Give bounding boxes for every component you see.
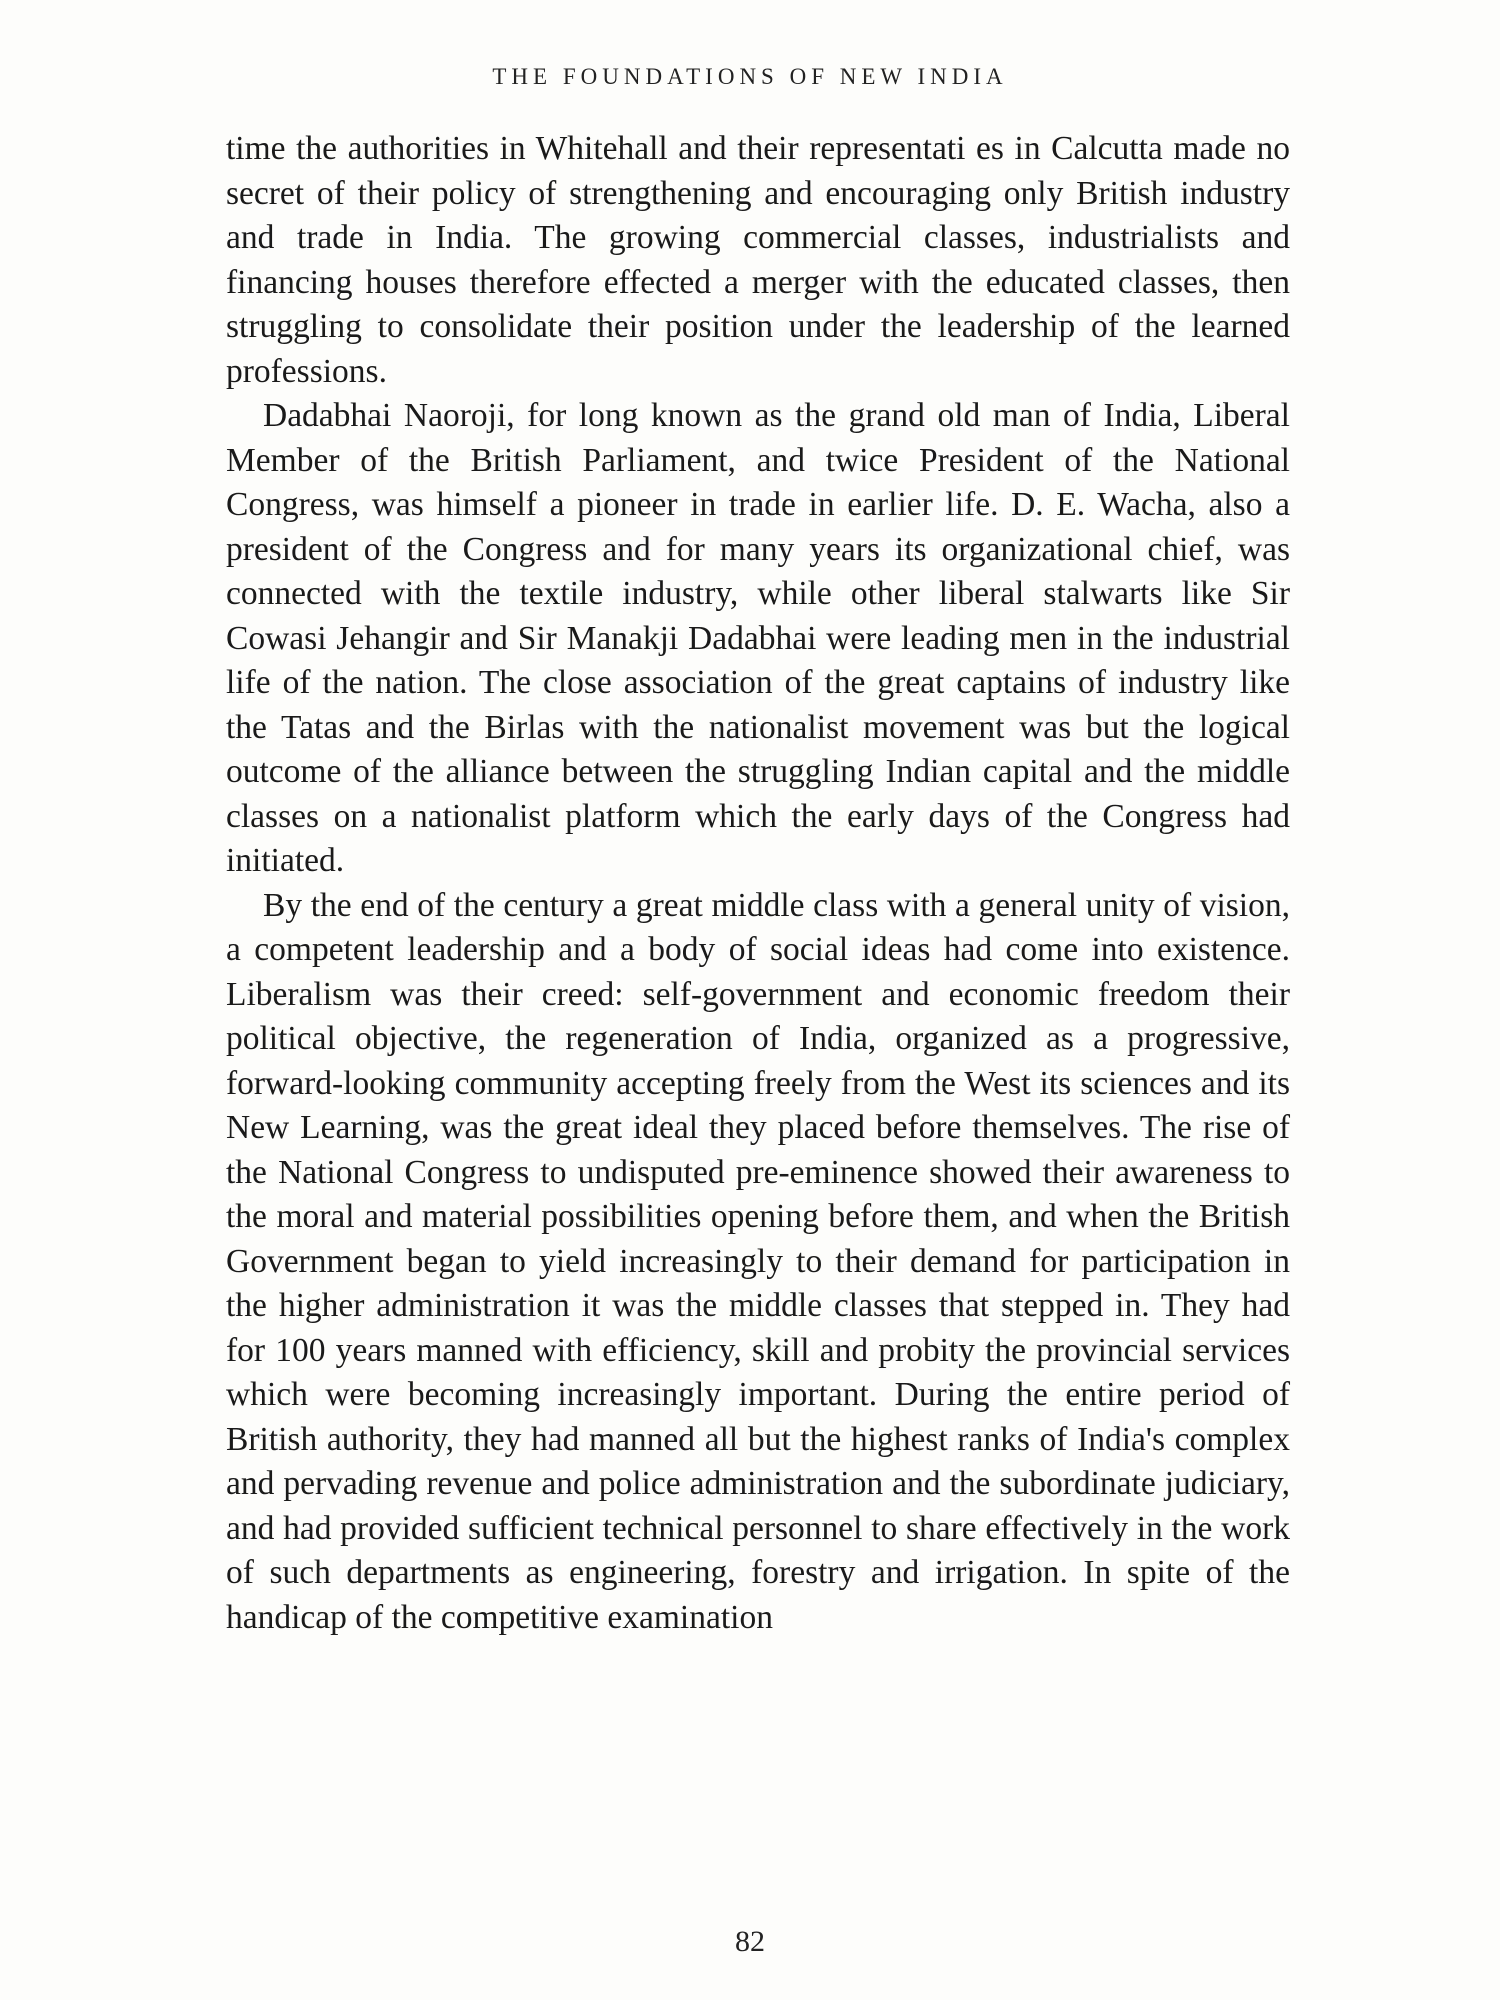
paragraph-continued: time the authorities in Whitehall and their representati es in Calcutta made no secret of their policy of strengthening and encouraging only British industry and trade in India. The growing commercial classes, industrialists and financing houses therefore effected a merger with the educated classes, then struggling to consolidate their position under the leadership of the learned professions. [226, 130, 1290, 390]
paragraph-middle-class: By the end of the century a great middle class with a general unity of vision, a competent leadership and a body of social ideas had come into existence. Liberalism was their creed: self-government and economic freedom their political objective, the regeneration of India, organized as a progressive, forward-looking community accepting freely from the West its sciences and its New Learning, was the great ideal they placed before themselves. The rise of the National Congress to undisputed pre-eminence showed their awareness to the moral and material possibilities opening before them, and when the British Government began to yield increasingly to their demand for participation in the higher administration it was the middle classes that stepped in. They had for 100 years manned with efficiency, skill and probity the provincial services which were becoming increasingly important. During the entire period of British authority, they had manned all but the highest ranks of India's complex and pervading revenue and police administration and the subordinate judiciary, and had provided sufficient technical personnel to share effectively in the work of such departments as engineering, forestry and irrigation. In spite of the handicap of the competitive examination [226, 886, 1290, 1636]
running-head: THE FOUNDATIONS OF NEW INDIA [492, 64, 1008, 89]
body-text [226, 127, 1290, 1640]
page-number: 82 [735, 1925, 765, 1958]
paragraph-naoroji: Dadabhai Naoroji, for long known as the grand old man of India, Liberal Member of the British Parliament, and twice President of the National Congress, was himself a pioneer in trade in earlier life. D. E. Wacha, also a president of the Congress and for many years its organizational chief, was connected with the textile industry, while other liberal stalwarts like Sir Cowasi Jehangir and Sir Manakji Dadabhai were leading men in the industrial life of the nation. The close association of the great captains of industry like the Tatas and the Birlas with the nationalist movement was but the logical outcome of the alliance between the struggling Indian capital and the middle classes on a nationalist platform which the early days of the Congress had initiated. [226, 397, 1290, 879]
